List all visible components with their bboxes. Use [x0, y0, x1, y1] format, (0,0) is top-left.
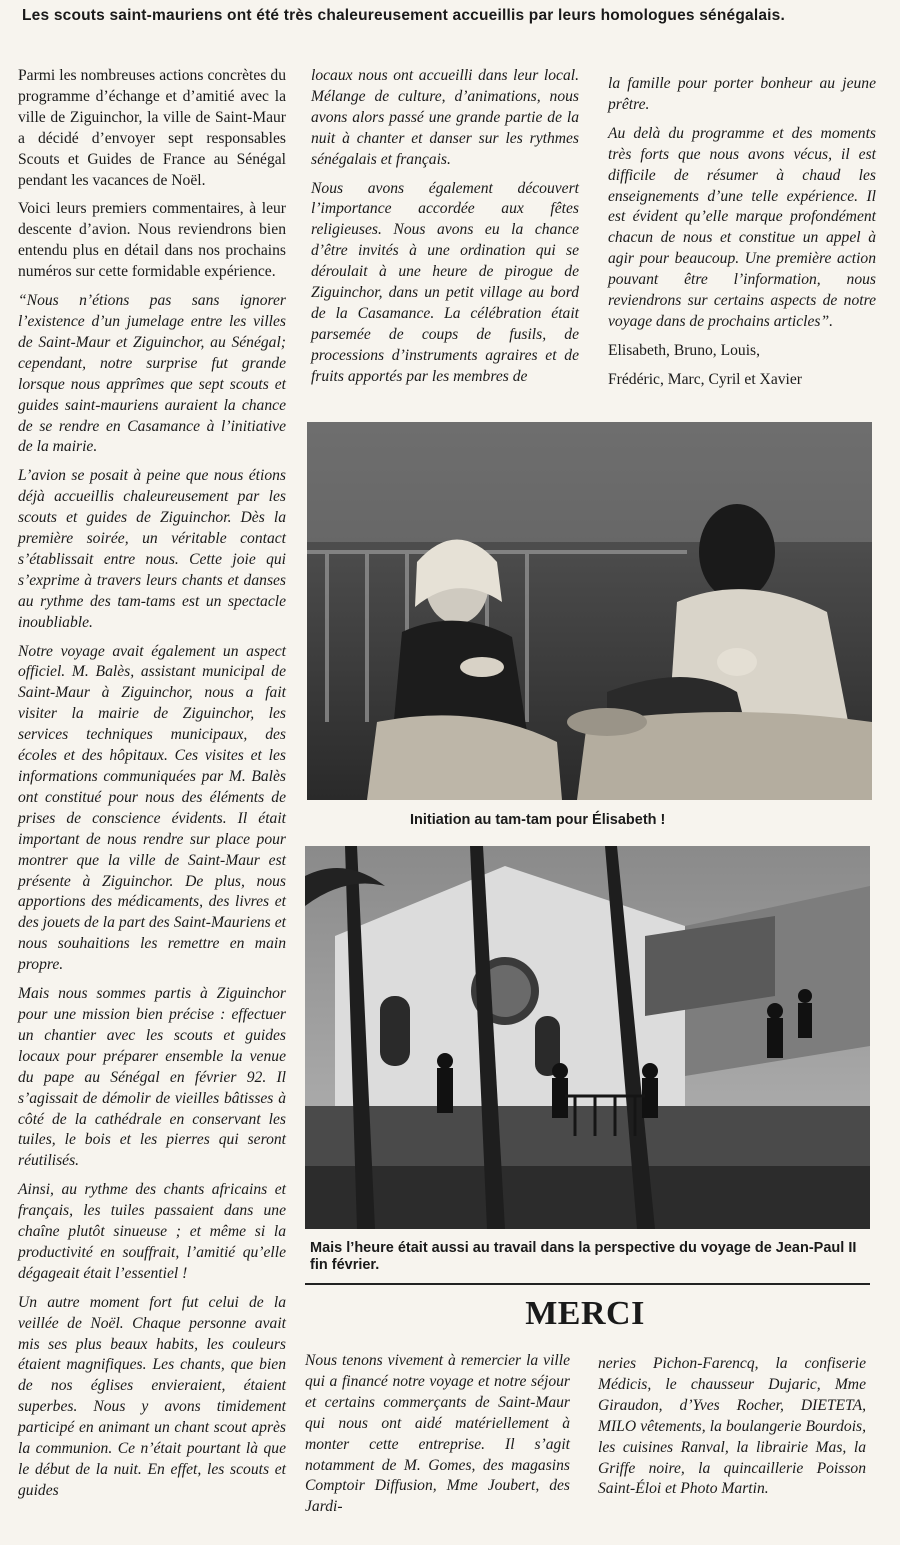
section-divider	[305, 1283, 870, 1285]
photo-church-worksite-caption: Mais l’heure était aussi au travail dans la perspective du voyage de Jean-Paul II fin février.	[310, 1240, 857, 1273]
quote-paragraph-1: “Nous n’étions pas sans ignorer l’existence d’un jumelage entre les villes de Saint-Maur et Ziguinchor, au Sénégal; cependant, notre surprise fut grande lorsque nous apprîmes que sept scouts et guides saint-mauriens auraient la chance de se rendre en Casamance à l’initiative de la mairie.	[18, 292, 286, 456]
merci-column-1: Nous tenons vivement à remercier la ville qui a financé notre voyage et notre séjour et certains commerçants de Saint-Maur qui nous ont aidé matériellement à monter cette entreprise. Il s’agit notamment de M. Gomes, des magasins Comptoir Diffusion, Mme Joubert, des Jardi-	[305, 1352, 570, 1516]
col3-paragraph-1: la famille pour porter bonheur au jeune prêtre.	[608, 75, 876, 113]
quote-paragraph-4: Mais nous sommes partis à Ziguinchor pour une mission bien précise : effectuer un chantier avec les scouts et guides locaux pour préparer ensemble la venue du pape au Sénégal en février 92. Il s’agissait de démolir de vieilles bâtisses à côté de la cathédrale en conservant les tuiles, le bois et les pierres qui seront réutilisés.	[18, 985, 286, 1170]
photo-church-worksite	[305, 846, 870, 1229]
merci-column-2: neries Pichon-Farencq, la confiserie Médicis, le chausseur Dujaric, Mme Giraudon, d’Yves Rocher, DIETETA, MILO vêtements, la boulangerie Bourdois, les cuisines Ranval, la librairie Mas, la Griffe noire, la quincaillerie Poisson Saint-Éloi et Photo Martin.	[598, 1355, 866, 1498]
quote-paragraph-5: Ainsi, au rythme des chants africains et français, les tuiles passaient dans une chaîne plutôt sinueuse ; et même si la productivité en souffrait, l’amitié qu’elle dégageait était l’essentiel !	[18, 1181, 286, 1282]
photo-tam-tam	[307, 422, 872, 800]
quote-paragraph-6: Un autre moment fort fut celui de la veillée de Noël. Chaque personne avait mis ses plus beaux habits, les couleurs étaient magnifiques. Les chants, que bien de nos églises envieraient, étaient superbes. Nous y avons timidement participé en animant un chant scout après la communion. Ce n’était pourtant là que le début de la nuit. En effet, les scouts et guides	[18, 1293, 286, 1499]
intro-paragraph-2: Voici leurs premiers commentaires, à leur descente d’avion. Nous reviendrons bien entendu plus en détail dans nos prochains numéros sur cette formidable expérience.	[18, 200, 286, 281]
col2-paragraph-2: Nous avons également découvert l’importance accordée aux fêtes religieuses. Nous avons eu la chance d’être invités à une ordination qui se déroulait à une heure de pirogue de Ziguinchor, dans un petit village au bord de la Casamance. La célébration était parsemée de coups de fusils, de processions d’instruments agraires et de fruits apportés par les membres de	[311, 179, 579, 385]
signature-line-2: Frédéric, Marc, Cyril et Xavier	[608, 370, 802, 388]
photo-church-worksite-image	[305, 846, 870, 1229]
photo-tam-tam-image	[307, 422, 872, 800]
col3-paragraph-2: Au delà du programme et des moments très forts que nous avons vécus, il est difficile de résumer à chaud les enseignements d’une telle expérience. Il est évident qu’elle marque profondément chacun de nous et constitue un appel à agir pour beaucoup. Une première action pouvant être l’information, nous reviendrons sur certains aspects de notre voyage dans de prochains articles”.	[608, 124, 876, 330]
article-column-1	[18, 66, 286, 1510]
article-headline: Les scouts saint-mauriens ont été très chaleureusement accueillis par leurs homologues sénégalais.	[22, 7, 786, 24]
photo-tam-tam-caption: Initiation au tam-tam pour Élisabeth !	[410, 812, 666, 828]
signature-line-1: Elisabeth, Bruno, Louis,	[608, 341, 761, 359]
article-column-2	[311, 66, 579, 396]
col2-paragraph-1: locaux nous ont accueilli dans leur local. Mélange de culture, d’animations, nous avons alors passé une grande partie de la nuit à chanter et danser sur les rythmes sénégalais et français.	[311, 67, 579, 168]
article-column-3	[608, 74, 876, 399]
merci-heading: MERCI	[525, 1295, 645, 1332]
quote-paragraph-2: L’avion se posait à peine que nous étions déjà accueillis chaleureusement par les scouts et guides de Ziguinchor. Dès la première soirée, un véritable contact s’établissait entre nous. Cette joie qui s’exprime à travers leurs chants et danses au rythme des tam-tams est un spectacle inoubliable.	[18, 467, 286, 631]
intro-paragraph-1: Parmi les nombreuses actions concrètes du programme d’échange et d’amitié avec la ville de Ziguinchor, la ville de Saint-Maur a décidé d’envoyer sept responsables Scouts et Guides de France au Sénégal pendant les vacances de Noël.	[18, 67, 286, 189]
quote-paragraph-3: Notre voyage avait également un aspect officiel. M. Balès, assistant municipal de Saint-Maur à Ziguinchor, nous a fait visiter la mairie de Ziguinchor, les services techniques municipaux, des écoles et des hôpitaux. Ces visites et les informations communiquées par M. Balès ont constitué pour nous des éléments de prises de conscience évidents. Il était important de nous rendre sur place pour montrer que la ville de Saint-Maur est présente à Ziguinchor. De plus, nous apportions des médicaments, des livres et des jouets de la part des Saint-Mauriens et nous souhaitions les remettre en main propre.	[18, 642, 286, 974]
